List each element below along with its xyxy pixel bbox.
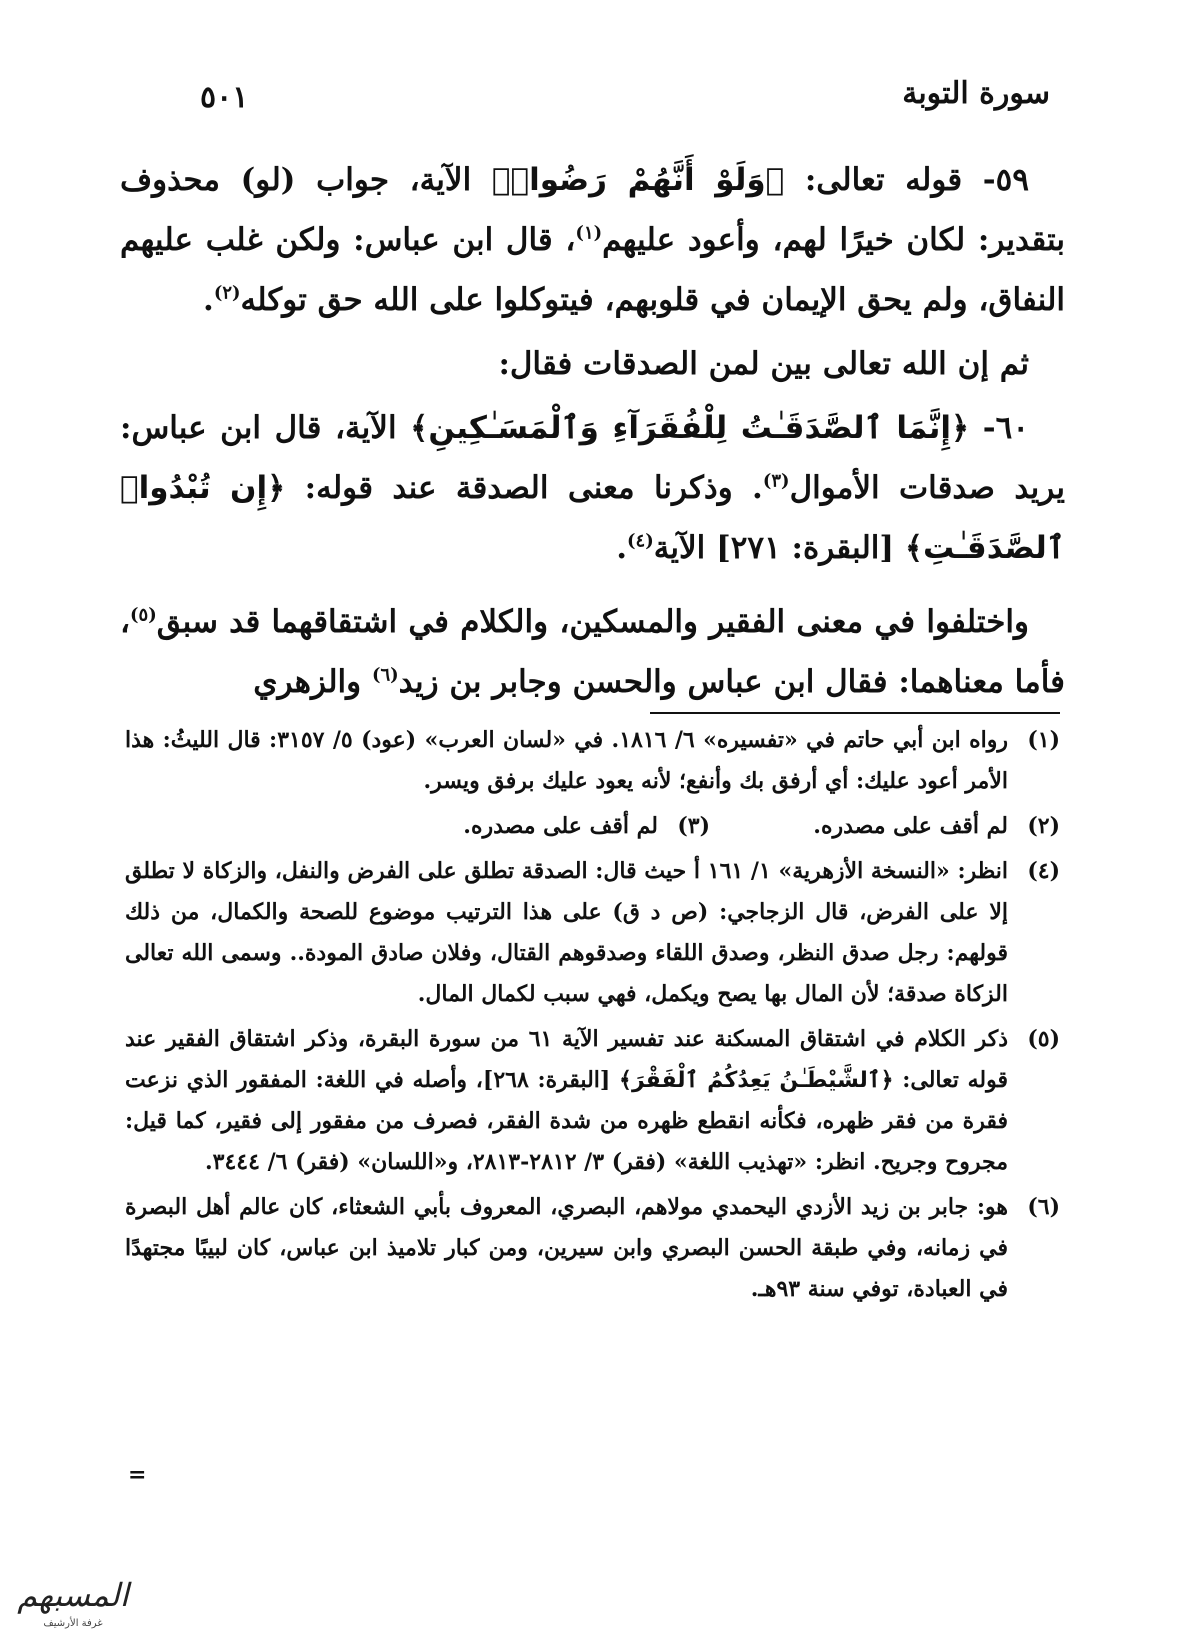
- footnote-ref[interactable]: (٣): [762, 470, 790, 492]
- footnote-6: [125, 1187, 1060, 1310]
- footnote-text: لم أقف على مصدره.: [463, 813, 658, 839]
- footnote-text: هو: جابر بن زيد الأزدي اليحمدي مولاهم، البصري، المعروف بأبي الشعثاء، كان عالم أهل البصرة في زمانه، وفي طبقة الحسن البصري وابن سيرين، ومن كبار تلاميذ ابن عباس، كان لبيبًا مجتهدًا في العبادة، توفي سنة ٩٣هـ.: [125, 1194, 1008, 1302]
- footnote-ref[interactable]: (٢): [213, 282, 241, 304]
- quran-verse: ﴿وَلَوْ أَنَّهُمْ رَضُوا۟﴾: [491, 162, 785, 198]
- text: والزهري: [253, 664, 372, 700]
- footnote-text: [125, 1019, 1008, 1183]
- text: [البقرة: ٢٧١] الآية: [653, 530, 905, 566]
- paragraph-transition: ثم إن الله تعالى بين لمن الصدقات فقال:: [498, 346, 1029, 382]
- footnote-ref[interactable]: (٤): [627, 530, 654, 552]
- watermark-text: المسبهم: [17, 1576, 129, 1614]
- footnote-number: (٤): [1027, 858, 1060, 884]
- paragraph-verse-60: [120, 398, 1065, 578]
- text: .: [616, 530, 628, 566]
- text: قوله تعالى:: [784, 162, 963, 198]
- footnote-4: [125, 851, 1060, 1015]
- main-text: [120, 150, 1065, 712]
- footnote-number: (٣): [677, 813, 710, 839]
- footnotes: [125, 720, 1060, 1314]
- text: .: [203, 282, 214, 318]
- watermark-logo: [8, 1572, 138, 1632]
- watermark-subtext: غرفة الأرشيف: [43, 1618, 103, 1629]
- footnote-ref[interactable]: (٥): [130, 604, 157, 626]
- verse-number: ٦٠-: [969, 410, 1029, 446]
- verse-number: ٥٩-: [962, 162, 1029, 198]
- footnote-separator: [650, 712, 1060, 714]
- footnote-number: (٦): [1027, 1194, 1060, 1220]
- footnote-3: [370, 806, 710, 847]
- running-title: سورة التوبة: [902, 76, 1050, 111]
- text: [البقرة: ٢٦٨]، وأصله في اللغة: المفقور الذي نزعت فقرة من فقر ظهره، فكأنه انقطع ظهره من شدة الفقر، فصرف من مفقور إلى فقير، كما قيل: مجروح وجريح. انظر: «تهذيب اللغة» (فقر) ٣/ ٢٨١٢-٢٨١٣، و«اللسان» (فقر) ٦/ ٣٤٤٤.: [125, 1067, 1008, 1175]
- footnote-2: [720, 806, 1060, 847]
- text: ذكر الكلام في اشتقاق المسكنة عند تفسير الآية ٦١ من سورة البقرة، وذكر اشتقاق الفقير عند قوله تعالى:: [125, 1026, 1008, 1093]
- text: . وذكرنا معنى الصدقة عند قوله:: [285, 470, 763, 506]
- text: ، قال ابن عباس: ولكن غلب عليهم النفاق، ولم يحق الإيمان في قلوبهم، فيتوكلوا على الله حق توكله: [120, 222, 1065, 318]
- footnote-number: (٥): [1027, 1026, 1060, 1052]
- footnote-ref[interactable]: (١): [575, 222, 603, 244]
- text: واختلفوا في معنى الفقير والمسكين، والكلام في اشتقاقهما قد سبق: [156, 604, 1029, 640]
- quran-verse: ﴿إِن تُبْدُوا۟ ٱلصَّدَقَـٰتِ﴾: [120, 470, 1065, 566]
- footnotes-2-3: [125, 806, 1060, 847]
- footnote-1: [125, 720, 1060, 802]
- footnote-text: انظر: «النسخة الأزهرية» ١/ ١٦١ أ حيث قال: الصدقة تطلق على الفرض والنفل، والزكاة لا تطلق إلا على الفرض، قال الزجاجي: (ص د ق) على هذا الترتيب موضوع للصحة والكمال، من ذلك قولهم: رجل صدق النظر، وصدق اللقاء وصدقوهم القتال، وفلان صادق المودة.. وسمى الله تعالى الزكاة صدقة؛ لأن المال بها يصح ويكمل، فهي سبب لكمال المال.: [125, 858, 1009, 1007]
- footnote-number: (٢): [1027, 813, 1060, 839]
- quran-verse: ﴿ٱلشَّيْطَـٰنُ يَعِدُكُمُ ٱلْفَقْرَ﴾: [619, 1068, 894, 1093]
- paragraph-verse-59: [120, 150, 1065, 330]
- paragraph-poor-needy: [120, 592, 1065, 712]
- page-number: ٥٠١: [200, 80, 249, 115]
- quran-verse: ﴿إِنَّمَا ٱلصَّدَقَـٰتُ لِلْفُقَرَآءِ وَٱلْمَسَـٰكِينِ﴾: [410, 410, 970, 446]
- footnote-number: (١): [1027, 727, 1060, 753]
- text: الآية، قال ابن عباس: يريد صدقات الأموال: [120, 410, 1065, 506]
- text: الآية، جواب (لو) محذوف بتقدير: لكان خيرًا لهم، وأعود عليهم: [120, 162, 1065, 258]
- footnote-text: لم أقف على مصدره.: [813, 813, 1008, 839]
- text: ، فأما معناهما: فقال ابن عباس والحسن وجابر بن زيد: [120, 604, 1065, 700]
- footnote-5: [125, 1019, 1060, 1183]
- footnote-text: رواه ابن أبي حاتم في «تفسيره» ٦/ ١٨١٦. في «لسان العرب» (عود) ٥/ ٣١٥٧: قال الليثُ: هذا الأمر أعود عليك: أي أرفق بك وأنفع؛ لأنه يعود عليك برفق ويسر.: [125, 727, 1009, 794]
- continuation-mark: =: [128, 1462, 147, 1488]
- footnote-ref[interactable]: (٦): [371, 664, 399, 686]
